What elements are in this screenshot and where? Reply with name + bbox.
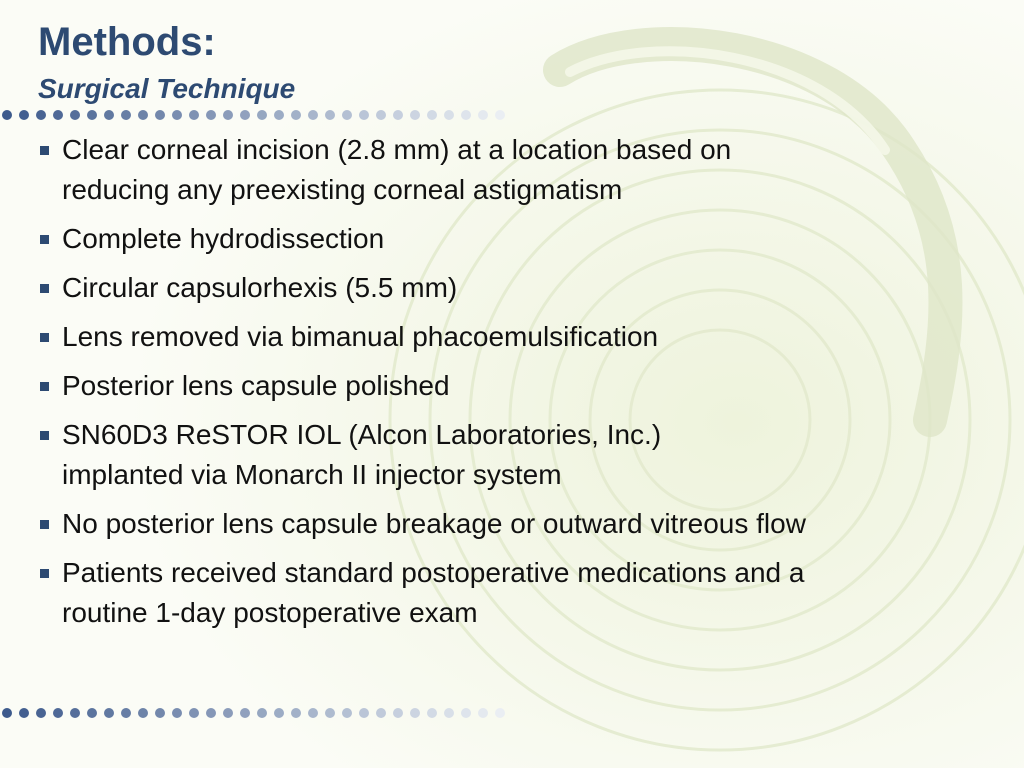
divider-dot xyxy=(189,708,199,718)
divider-dot xyxy=(87,110,97,120)
divider-dot xyxy=(461,110,471,120)
divider-dot xyxy=(257,708,267,718)
divider-dot xyxy=(104,110,114,120)
divider-dot xyxy=(53,110,63,120)
bullet-item xyxy=(38,553,998,633)
bullet-text: Patients received standard postoperative medications and a routine 1-day postoperative exam xyxy=(62,557,805,628)
divider-dot xyxy=(36,110,46,120)
bullet-item xyxy=(38,219,998,259)
divider-dot xyxy=(223,110,233,120)
divider-dot xyxy=(359,110,369,120)
divider-dot xyxy=(172,110,182,120)
divider-dot xyxy=(53,708,63,718)
divider-dot xyxy=(155,110,165,120)
divider-dot xyxy=(444,708,454,718)
divider-dot xyxy=(36,708,46,718)
divider-dot xyxy=(495,110,505,120)
divider-dot xyxy=(2,708,12,718)
divider-dot xyxy=(308,110,318,120)
square-bullet-icon xyxy=(40,146,49,155)
bullet-text: Complete hydrodissection xyxy=(62,223,385,254)
bullet-text: Posterior lens capsule polished xyxy=(62,370,450,401)
bullet-item xyxy=(38,366,998,406)
divider-dot xyxy=(121,708,131,718)
divider-dot xyxy=(393,110,403,120)
square-bullet-icon xyxy=(40,284,49,293)
divider-dot xyxy=(495,708,505,718)
divider-dot xyxy=(19,708,29,718)
divider-dot xyxy=(189,110,199,120)
divider-dot xyxy=(291,708,301,718)
divider-dot xyxy=(325,708,335,718)
bullet-text: No posterior lens capsule breakage or outward vitreous flow xyxy=(62,508,806,539)
divider-dot xyxy=(308,708,318,718)
top-dot-divider xyxy=(0,109,512,121)
bullet-item xyxy=(38,268,998,308)
bullet-text: Clear corneal incision (2.8 mm) at a location based on reducing any preexisting corneal astigmatism xyxy=(62,134,732,205)
divider-dot xyxy=(478,708,488,718)
divider-dot xyxy=(291,110,301,120)
slide-title: Methods: xyxy=(38,20,216,64)
divider-dot xyxy=(444,110,454,120)
divider-dot xyxy=(393,708,403,718)
bullet-text: Lens removed via bimanual phacoemulsification xyxy=(62,321,659,352)
bullet-item xyxy=(38,415,998,495)
bullet-item xyxy=(38,130,998,210)
divider-dot xyxy=(223,708,233,718)
divider-dot xyxy=(2,110,12,120)
divider-dot xyxy=(359,708,369,718)
divider-dot xyxy=(342,708,352,718)
square-bullet-icon xyxy=(40,520,49,529)
divider-dot xyxy=(240,708,250,718)
divider-dot xyxy=(104,708,114,718)
divider-dot xyxy=(478,110,488,120)
divider-dot xyxy=(274,110,284,120)
divider-dot xyxy=(427,110,437,120)
divider-dot xyxy=(70,110,80,120)
bullet-item xyxy=(38,317,998,357)
bullet-item xyxy=(38,504,998,544)
bottom-dot-divider xyxy=(0,707,512,719)
divider-dot xyxy=(257,110,267,120)
divider-dot xyxy=(274,708,284,718)
divider-dot xyxy=(376,110,386,120)
square-bullet-icon xyxy=(40,235,49,244)
square-bullet-icon xyxy=(40,569,49,578)
divider-dot xyxy=(138,708,148,718)
bullet-text: SN60D3 ReSTOR IOL (Alcon Laboratories, Inc.) implanted via Monarch II injector system xyxy=(62,419,662,490)
bullet-list xyxy=(38,130,998,642)
divider-dot xyxy=(87,708,97,718)
divider-dot xyxy=(325,110,335,120)
divider-dot xyxy=(376,708,386,718)
divider-dot xyxy=(172,708,182,718)
square-bullet-icon xyxy=(40,333,49,342)
divider-dot xyxy=(427,708,437,718)
square-bullet-icon xyxy=(40,431,49,440)
divider-dot xyxy=(206,708,216,718)
divider-dot xyxy=(206,110,216,120)
divider-dot xyxy=(240,110,250,120)
divider-dot xyxy=(155,708,165,718)
divider-dot xyxy=(410,708,420,718)
slide-subtitle: Surgical Technique xyxy=(38,73,296,104)
divider-dot xyxy=(461,708,471,718)
divider-dot xyxy=(70,708,80,718)
divider-dot xyxy=(138,110,148,120)
bullet-text: Circular capsulorhexis (5.5 mm) xyxy=(62,272,458,303)
divider-dot xyxy=(19,110,29,120)
divider-dot xyxy=(121,110,131,120)
square-bullet-icon xyxy=(40,382,49,391)
divider-dot xyxy=(410,110,420,120)
divider-dot xyxy=(342,110,352,120)
